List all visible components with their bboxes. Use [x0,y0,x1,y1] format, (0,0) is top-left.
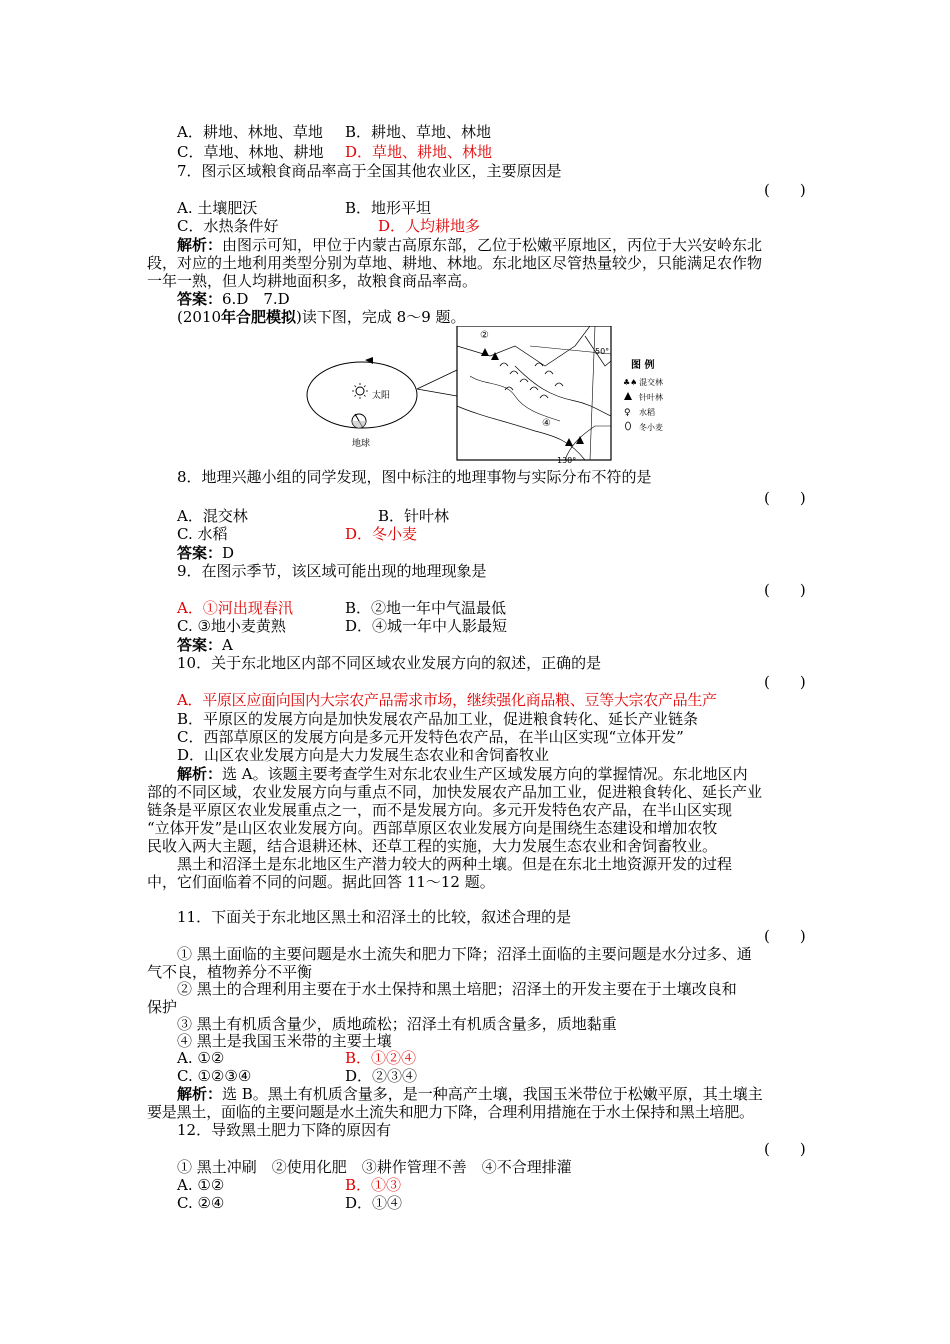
q11-option-b-answer: B．①②④ [345,1049,417,1067]
svg-text:♣♠: ♣♠ [623,378,638,387]
orbit-diagram [307,357,457,449]
q9-answer-paren: ( ) [764,581,806,599]
analysis-label: 解析： [177,236,223,254]
q7-stem: 7．图示区域粮食商品率高于全国其他农业区，主要原因是 [177,162,562,180]
intro-11-12-line-1: 黑土和沼泽土是东北地区生产潜力较大的两种土壤。但是在东北土地资源开发的过程 [177,855,733,873]
q8-answer [177,544,234,562]
legend-title: 图 例 [631,360,655,371]
q8-option-c: C. 水稻 [177,525,228,543]
q12-option-a: A. ①② [177,1176,225,1194]
q11-statement-3: ③ 黑土有机质含量少，质地疏松；沼泽土有机质含量多，质地黏重 [177,1015,617,1033]
q8-option-d-answer: D．冬小麦 [345,525,418,543]
longitude-label: 130° [557,456,577,465]
legend-label-rice: 水稻 [639,408,655,417]
q11-analysis-line-2: 要是黑土，面临的主要问题是水土流失和肥力下降，合理利用措施在于水土保持和黑土培肥。 [147,1103,754,1121]
analysis-label: 解析： [177,1085,223,1103]
wheat-icon [626,422,631,430]
rice-icon: ♀ [624,408,631,418]
q12-answer-paren: ( ) [764,1140,806,1158]
q11-statement-2-cont: 保护 [147,998,178,1016]
answer-value: 6.D 7.D [222,290,290,308]
q6-option-a: A．耕地、林地、草地 [177,123,323,141]
pointer-line-bottom [417,389,457,396]
legend-rice [624,407,655,418]
pointer-line-top [417,370,457,389]
q11-statement-2: ② 黑土的合理利用主要在于水土保持和黑土培肥；沼泽土的开发主要在于土壤改良和 [177,980,737,998]
q12-statements: ① 黑土冲刷 ②使用化肥 ③耕作管理不善 ④不合理排灌 [177,1158,572,1176]
sun-icon [352,383,368,399]
answer-value: D [222,544,235,562]
legend-label-winter-wheat: 冬小麦 [639,423,663,432]
q9-option-d: D．④城一年中人影最短 [345,617,508,635]
q11-option-a: A. ①② [177,1049,225,1067]
intro-11-12-line-2: 中，它们面临着不同的问题。据此回答 11～12 题。 [147,873,495,891]
intro-suffix: )读下图，完成 8～9 题。 [296,308,466,326]
q10-analysis-line-1 [177,765,748,783]
intro-8-9 [177,308,466,326]
q10-analysis-line-5: 民收入两大主题，结合退耕还林、还草工程的实施，大力发展生态农业和舍饲畜牧业。 [147,837,718,855]
q11-statement-1: ① 黑土面临的主要问题是水土流失和肥力下降；沼泽土面临的主要问题是水分过多、通 [177,945,752,963]
q7-option-d-answer: D．人均耕地多 [378,217,481,235]
latitude-label: 50° [595,347,610,356]
q9-stem: 9．在图示季节，该区域可能出现的地理现象是 [177,562,487,580]
sun-label: 太阳 [372,391,391,401]
q67-answer [177,290,290,308]
q9-answer [177,636,233,654]
analysis-text: 选 B。黑土有机质含量多，是一种高产土壤，我国玉米带位于松嫩平原，其土壤主 [222,1085,763,1103]
q10-analysis-line-3: 链条是平原区农业发展重点之一，而不是发展方向。多元开发特色农产品，在半山区实现 [147,801,733,819]
analysis-text: 由图示可知，甲位于内蒙古高原东部，乙位于松嫩平原地区，丙位于大兴安岭东北 [222,236,763,254]
legend-winter-wheat [626,422,664,432]
q11-statement-1-cont: 气不良，植物养分不平衡 [147,963,313,981]
q8-option-b: B．针叶林 [378,507,450,525]
legend-coniferous-forest [624,392,663,402]
q7-analysis-line-2: 段，对应的土地利用类型分别为草地、耕地、林地。东北地区尽管热量较少，只能满足农作物 [147,254,763,272]
legend-label-coniferous-forest: 针叶林 [639,393,663,402]
q8-option-a: A．混交林 [177,507,248,525]
q6-option-c: C．草地、林地、耕地 [177,143,324,161]
intro-prefix: (2010 [177,308,222,326]
orbit-direction-arrow [365,357,373,364]
answer-label: 答案： [177,290,223,308]
map-marker-4: ④ [542,418,551,429]
q10-answer-paren: ( ) [764,673,806,691]
map-marker-2: ② [480,330,489,341]
q8-stem: 8．地理兴趣小组的同学发现，图中标注的地理事物与实际分布不符的是 [177,468,652,486]
q11-option-c: C. ①②③④ [177,1067,252,1085]
legend-label-mixed-forest: 混交林 [639,378,663,387]
q11-stem: 11．下面关于东北地区黑土和沼泽土的比较，叙述合理的是 [177,908,572,926]
q8-answer-paren: ( ) [764,489,806,507]
analysis-text: 选 A。该题主要考查学生对东北农业生产区域发展方向的掌握情况。东北地区内 [222,765,748,783]
q7-option-b: B．地形平坦 [345,199,432,217]
analysis-label: 解析： [177,765,223,783]
q11-analysis-line-1 [177,1085,763,1103]
map-legend [623,358,663,432]
q9-option-b: B．②地一年中气温最低 [345,599,507,617]
q11-option-d: D．②③④ [345,1067,418,1085]
conifer-icon [624,392,632,400]
answer-label: 答案： [177,544,223,562]
q11-answer-paren: ( ) [764,927,806,945]
q10-option-b: B．平原区的发展方向是加快发展农产品加工业，促进粮食转化、延长产业链条 [177,710,699,728]
q10-analysis-line-2: 部的不同区域，农业发展方向与重点不同，加快发展农产品加工业，促进粮食转化、延长产业 [147,783,763,801]
q10-analysis-line-4: “立体开发”是山区农业发展方向。西部草原区农业发展方向是围绕生态建设和增加农牧 [147,819,718,837]
legend-mixed-forest [623,377,663,387]
q6-option-d-answer: D．草地、耕地、林地 [345,143,493,161]
q7-option-c: C．水热条件好 [177,217,279,235]
q10-option-a-answer: A．平原区应面向国内大宗农产品需求市场，继续强化商品粮、豆等大宗农产品生产 [177,691,717,709]
q7-option-a: A. 土壤肥沃 [177,199,258,217]
q7-answer-paren: ( ) [764,181,806,199]
q12-option-c: C. ②④ [177,1194,225,1212]
answer-value: A [222,636,233,654]
q11-statement-4: ④ 黑土是我国玉米带的主要土壤 [177,1032,392,1050]
q10-stem: 10．关于东北地区内部不同区域农业发展方向的叙述，正确的是 [177,654,602,672]
q12-stem: 12．导致黑土肥力下降的原因有 [177,1121,392,1139]
q10-option-d: D．山区农业发展方向是大力发展生态农业和舍饲畜牧业 [177,746,550,764]
q9-option-c: C. ③地小麦黄熟 [177,617,286,635]
q7-analysis-line-3: 一年一熟，但人均耕地面积多，故粮食商品率高。 [147,272,478,290]
earth-label: 地球 [352,439,371,449]
q12-option-b-answer: B．①③ [345,1176,402,1194]
orbit-and-map-figure [305,326,675,466]
earth-icon [352,414,366,428]
q12-option-d: D．①④ [345,1194,403,1212]
answer-label: 答案： [177,636,223,654]
q6-option-b: B．耕地、草地、林地 [345,123,492,141]
northeast-china-map [457,326,611,465]
q7-analysis-line-1 [177,236,762,254]
intro-source: 年合肥模拟 [221,308,297,326]
q10-option-c: C．西部草原区的发展方向是多元开发特色农产品，在半山区实现“立体开发” [177,728,684,746]
q9-option-a-answer: A．①河出现春汛 [177,599,293,617]
